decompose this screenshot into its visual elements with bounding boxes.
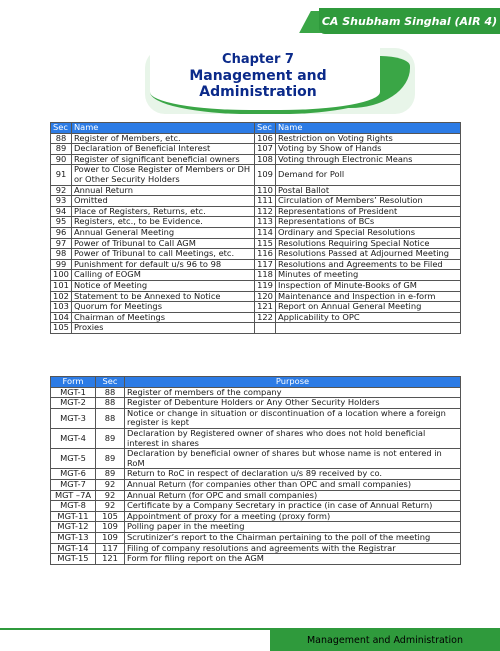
section-name: Voting through Electronic Means (275, 154, 460, 165)
section-name: Place of Registers, Returns, etc. (71, 206, 254, 217)
section-name: Minutes of meeting (275, 270, 460, 281)
section-name: Chairman of Meetings (71, 312, 254, 323)
section-number: 99 (51, 259, 72, 270)
section-number: 100 (51, 270, 72, 281)
section-number: 109 (255, 165, 276, 185)
section-number: 114 (255, 227, 276, 238)
form-purpose: Declaration by Registered owner of shares who does not hold beneficial interest in shares (125, 428, 461, 448)
table-row (51, 217, 461, 228)
sections-table-body (51, 133, 461, 333)
section-name: Notice of Meeting (71, 280, 254, 291)
form-purpose: Scrutinizer’s report to the Chairman pertaining to the poll of the meeting (125, 532, 461, 543)
section-number: 88 (51, 133, 72, 144)
section-name: Demand for Poll (275, 165, 460, 185)
section-number (255, 323, 276, 334)
table-row (51, 154, 461, 165)
section-number: 94 (51, 206, 72, 217)
form-purpose: Annual Return (for companies other than OPC and small companies) (125, 479, 461, 490)
table-row (51, 280, 461, 291)
table-row (51, 522, 461, 533)
header-sec-right: Sec (255, 123, 276, 134)
section-number: 98 (51, 249, 72, 260)
form-purpose: Declaration by beneficial owner of shares but whose name is not entered in RoM (125, 449, 461, 469)
form-purpose: Polling paper in the meeting (125, 522, 461, 533)
section-number: 89 (51, 144, 72, 155)
form-purpose: Return to RoC in respect of declaration u/s 89 received by co. (125, 469, 461, 480)
section-number: 122 (255, 312, 276, 323)
section-number: 119 (255, 280, 276, 291)
section-number: 96 (51, 227, 72, 238)
table-row (51, 323, 461, 334)
section-name: Power of Tribunal to call Meetings, etc. (71, 249, 254, 260)
form-section: 88 (96, 408, 125, 428)
form-code: MGT-12 (51, 522, 96, 533)
section-name: Maintenance and Inspection in e-form (275, 291, 460, 302)
section-number: 115 (255, 238, 276, 249)
section-name: Omitted (71, 196, 254, 207)
table-row (51, 133, 461, 144)
brand-tag (305, 8, 500, 36)
form-section: 109 (96, 532, 125, 543)
form-code: MGT –7A (51, 490, 96, 501)
table-row (51, 196, 461, 207)
section-name: Statement to be Annexed to Notice (71, 291, 254, 302)
forms-table (50, 376, 461, 565)
table-row (51, 144, 461, 155)
section-name: Calling of EOGM (71, 270, 254, 281)
section-number: 110 (255, 185, 276, 196)
section-name: Register of significant beneficial owners (71, 154, 254, 165)
section-name: Representations of President (275, 206, 460, 217)
section-number: 95 (51, 217, 72, 228)
table-row (51, 259, 461, 270)
section-name: Postal Ballot (275, 185, 460, 196)
form-code: MGT-6 (51, 469, 96, 480)
form-purpose: Notice or change in situation or discontinuation of a location where a foreign register is kept (125, 408, 461, 428)
section-number: 120 (255, 291, 276, 302)
section-name: Voting by Show of Hands (275, 144, 460, 155)
section-number: 118 (255, 270, 276, 281)
section-name: Circulation of Members’ Resolution (275, 196, 460, 207)
section-name: Annual General Meeting (71, 227, 254, 238)
table-row (51, 490, 461, 501)
section-number: 116 (255, 249, 276, 260)
section-number: 113 (255, 217, 276, 228)
form-purpose: Register of Debenture Holders or Any Other Security Holders (125, 398, 461, 409)
table-row (51, 291, 461, 302)
forms-table-body (51, 387, 461, 564)
form-section: 88 (96, 398, 125, 409)
chapter-title (150, 52, 366, 100)
brand-text: CA Shubham Singhal (AIR 4) (319, 8, 500, 34)
section-name: Registers, etc., to be Evidence. (71, 217, 254, 228)
section-name (275, 323, 460, 334)
section-number: 101 (51, 280, 72, 291)
section-name: Applicability to OPC (275, 312, 460, 323)
table-row (51, 511, 461, 522)
section-number: 112 (255, 206, 276, 217)
form-section: 89 (96, 469, 125, 480)
form-section: 92 (96, 490, 125, 501)
section-number: 92 (51, 185, 72, 196)
form-section: 92 (96, 479, 125, 490)
form-code: MGT-2 (51, 398, 96, 409)
section-number: 105 (51, 323, 72, 334)
section-number: 104 (51, 312, 72, 323)
table-row (51, 185, 461, 196)
form-code: MGT-7 (51, 479, 96, 490)
table-row (51, 532, 461, 543)
table-row (51, 165, 461, 185)
form-purpose: Form for filing report on the AGM (125, 554, 461, 565)
form-section: 89 (96, 428, 125, 448)
form-purpose: Annual Return (for OPC and small companies) (125, 490, 461, 501)
table-row (51, 479, 461, 490)
form-code: MGT-13 (51, 532, 96, 543)
form-code: MGT-3 (51, 408, 96, 428)
form-purpose: Register of members of the company (125, 387, 461, 398)
section-name: Ordinary and Special Resolutions (275, 227, 460, 238)
sections-table (50, 122, 461, 334)
form-section: 89 (96, 449, 125, 469)
form-purpose: Certificate by a Company Secretary in practice (in case of Annual Return) (125, 501, 461, 512)
header-name-right: Name (275, 123, 460, 134)
section-name: Resolutions Requiring Special Notice (275, 238, 460, 249)
section-number: 111 (255, 196, 276, 207)
table-row (51, 270, 461, 281)
table-row (51, 249, 461, 260)
table-row (51, 428, 461, 448)
header-purpose: Purpose (125, 377, 461, 388)
section-number: 90 (51, 154, 72, 165)
chapter-title-line1: Management and (189, 68, 327, 84)
section-name: Punishment for default u/s 96 to 98 (71, 259, 254, 270)
form-code: MGT-11 (51, 511, 96, 522)
form-purpose: Filing of company resolutions and agreements with the Registrar (125, 543, 461, 554)
form-section: 88 (96, 387, 125, 398)
section-name: Register of Members, etc. (71, 133, 254, 144)
chapter-number: Chapter 7 (222, 52, 294, 67)
form-code: MGT-14 (51, 543, 96, 554)
form-section: 109 (96, 522, 125, 533)
form-code: MGT-4 (51, 428, 96, 448)
section-name: Power of Tribunal to Call AGM (71, 238, 254, 249)
form-code: MGT-15 (51, 554, 96, 565)
table-row (51, 302, 461, 313)
header-sec: Sec (96, 377, 125, 388)
table-row (51, 398, 461, 409)
table-row (51, 408, 461, 428)
section-name: Resolutions and Agreements to be Filed (275, 259, 460, 270)
table-row (51, 238, 461, 249)
form-code: MGT-1 (51, 387, 96, 398)
form-section: 92 (96, 501, 125, 512)
footer-label: Management and Administration (270, 630, 500, 651)
form-purpose: Appointment of proxy for a meeting (proxy form) (125, 511, 461, 522)
sections-header-row (51, 123, 461, 134)
table-row (51, 206, 461, 217)
form-section: 105 (96, 511, 125, 522)
table-row (51, 449, 461, 469)
table-row (51, 554, 461, 565)
section-name: Power to Close Register of Members or DH or Other Security Holders (71, 165, 254, 185)
table-row (51, 227, 461, 238)
section-name: Representations of BCs (275, 217, 460, 228)
table-row (51, 387, 461, 398)
section-number: 91 (51, 165, 72, 185)
header-sec-left: Sec (51, 123, 72, 134)
header-form: Form (51, 377, 96, 388)
section-name: Resolutions Passed at Adjourned Meeting (275, 249, 460, 260)
section-number: 108 (255, 154, 276, 165)
section-number: 102 (51, 291, 72, 302)
section-number: 97 (51, 238, 72, 249)
form-code: MGT-8 (51, 501, 96, 512)
table-row (51, 543, 461, 554)
section-number: 107 (255, 144, 276, 155)
section-name: Inspection of Minute-Books of GM (275, 280, 460, 291)
section-name: Report on Annual General Meeting (275, 302, 460, 313)
form-section: 121 (96, 554, 125, 565)
section-name: Quorum for Meetings (71, 302, 254, 313)
section-name: Proxies (71, 323, 254, 334)
chapter-title-line2: Administration (199, 84, 317, 100)
table-row (51, 312, 461, 323)
section-number: 121 (255, 302, 276, 313)
section-number: 93 (51, 196, 72, 207)
table-row (51, 469, 461, 480)
header-name-left: Name (71, 123, 254, 134)
forms-header-row (51, 377, 461, 388)
table-row (51, 501, 461, 512)
section-number: 117 (255, 259, 276, 270)
section-name: Annual Return (71, 185, 254, 196)
section-name: Restriction on Voting Rights (275, 133, 460, 144)
section-number: 103 (51, 302, 72, 313)
form-code: MGT-5 (51, 449, 96, 469)
form-section: 117 (96, 543, 125, 554)
section-number: 106 (255, 133, 276, 144)
section-name: Declaration of Beneficial Interest (71, 144, 254, 155)
